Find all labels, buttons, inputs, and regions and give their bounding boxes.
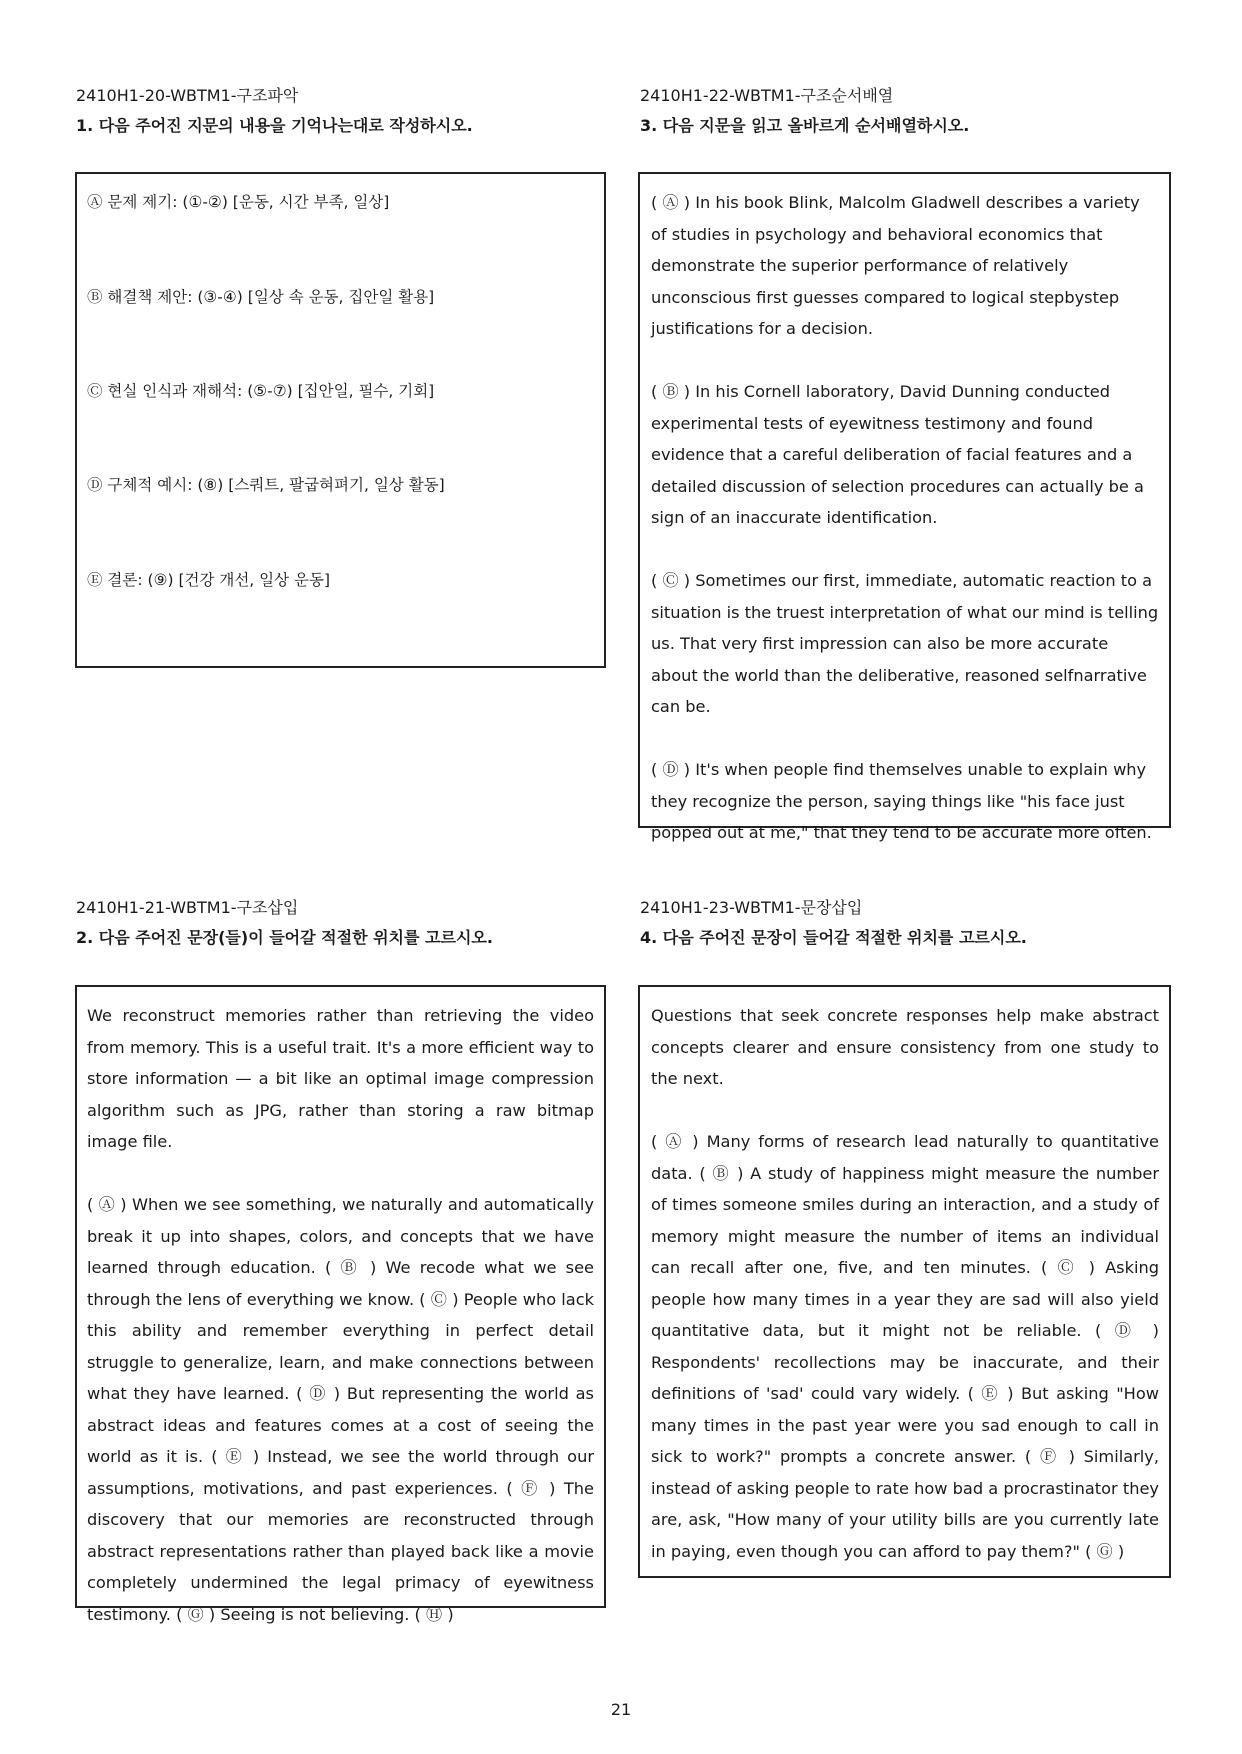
q4-code: 2410H1-23-WBTM1-문장삽입 xyxy=(640,898,863,917)
q3-title: 3. 다음 지문을 읽고 올바르게 순서배열하시오. xyxy=(640,116,970,135)
q1-item-c: Ⓒ 현실 인식과 재해석: (⑤-⑦) [집안일, 필수, 기회] xyxy=(87,382,435,400)
q3-paragraph-d: ( Ⓓ ) It's when people find themselves unable to explain why they recognize the person, saying things like "his face just popped out at me," that they tend to be accurate more often. xyxy=(651,760,1152,842)
q3-code: 2410H1-22-WBTM1-구조순서배열 xyxy=(640,86,894,105)
q2-passage: ( Ⓐ ) When we see something, we naturally and automatically break it up into shapes, colors, and concepts that we have learned through education. ( Ⓑ ) We recode what we see through the lens of everything we know. ( Ⓒ ) People who lack this ability and remember everything in perfect detail struggle to generalize, learn, and make connections between what they have learned. ( Ⓓ ) But representing the world as abstract ideas and features comes at a cost of seeing the world as it is. ( Ⓔ ) Instead, we see the world through our assumptions, motivations, and past experiences. ( Ⓕ ) The discovery that our memories are reconstructed through abstract representations rather than played back like a movie completely undermined the legal primacy of eyewitness testimony. ( Ⓖ ) Seeing is not believing. ( Ⓗ ) xyxy=(87,1195,594,1624)
q1-title: 1. 다음 주어진 지문의 내용을 기억나는대로 작성하시오. xyxy=(76,116,473,135)
page-number: 21 xyxy=(610,1700,632,1719)
q1-answer-box[interactable] xyxy=(75,172,606,668)
q1-item-e: Ⓔ 결론: (⑨) [건강 개선, 일상 운동] xyxy=(87,571,331,589)
q1-item-d: Ⓓ 구체적 예시: (⑧) [스쿼트, 팔굽혀펴기, 일상 활동] xyxy=(87,476,445,494)
q2-title: 2. 다음 주어진 문장(들)이 들어갈 적절한 위치를 고르시오. xyxy=(76,928,493,947)
q3-paragraph-c: ( Ⓒ ) Sometimes our first, immediate, automatic reaction to a situation is the truest interpretation of what our mind is telling us. That very first impression can also be more accurate about the world than the deliberative, reasoned selfnarrative can be. xyxy=(651,571,1159,716)
q1-item-b: Ⓑ 해결책 제안: (③-④) [일상 속 운동, 집안일 활용] xyxy=(87,288,435,306)
q2-code: 2410H1-21-WBTM1-구조삽입 xyxy=(76,898,299,917)
q1-item-a: Ⓐ 문제 제기: (①-②) [운동, 시간 부족, 일상] xyxy=(87,193,390,211)
q3-paragraph-b: ( Ⓑ ) In his Cornell laboratory, David Dunning conducted experimental tests of eyewitness testimony and found evidence that a careful deliberation of facial features and a detailed discussion of selection procedures can actually be a sign of an inaccurate identification. xyxy=(651,382,1144,527)
q1-code: 2410H1-20-WBTM1-구조파악 xyxy=(76,86,299,105)
q3-passage-box xyxy=(638,172,1171,842)
q4-title: 4. 다음 주어진 문장이 들어갈 적절한 위치를 고르시오. xyxy=(640,928,1027,947)
q2-given-sentences: We reconstruct memories rather than retrieving the video from memory. This is a useful trait. It's a more efficient way to store information — a bit like an optimal image compression algorithm such as JPG, rather than storing a raw bitmap image file. xyxy=(87,1006,594,1151)
q4-passage: ( Ⓐ ) Many forms of research lead naturally to quantitative data. ( Ⓑ ) A study of happiness might measure the number of times someone smiles during an interaction, and a study of memory might measure the number of items an individual can recall after one, five, and ten minutes. ( Ⓒ ) Asking people how many times in a year they are sad will also yield quantitative data, but it might not be reliable. ( Ⓓ ) Respondents' recollections may be inaccurate, and their definitions of 'sad' could vary widely. ( Ⓔ ) But asking "How many times in the past year were you sad enough to call in sick to work?" prompts a concrete answer. ( Ⓕ ) Similarly, instead of asking people to rate how bad a procrastinator they are, ask, "How many of your utility bills are you currently late in paying, even though you can afford to pay them?" ( Ⓖ ) xyxy=(651,1132,1159,1561)
q4-passage-box xyxy=(638,985,1171,1578)
q4-given-sentence: Questions that seek concrete responses help make abstract concepts clearer and ensure consistency from one study to the next. xyxy=(651,1006,1159,1088)
q2-passage-box xyxy=(75,985,606,1624)
q3-paragraph-a: ( Ⓐ ) In his book Blink, Malcolm Gladwell describes a variety of studies in psychology and behavioral economics that demonstrate the superior performance of relatively unconscious first guesses compared to logical stepbystep justifications for a decision. xyxy=(651,193,1140,338)
